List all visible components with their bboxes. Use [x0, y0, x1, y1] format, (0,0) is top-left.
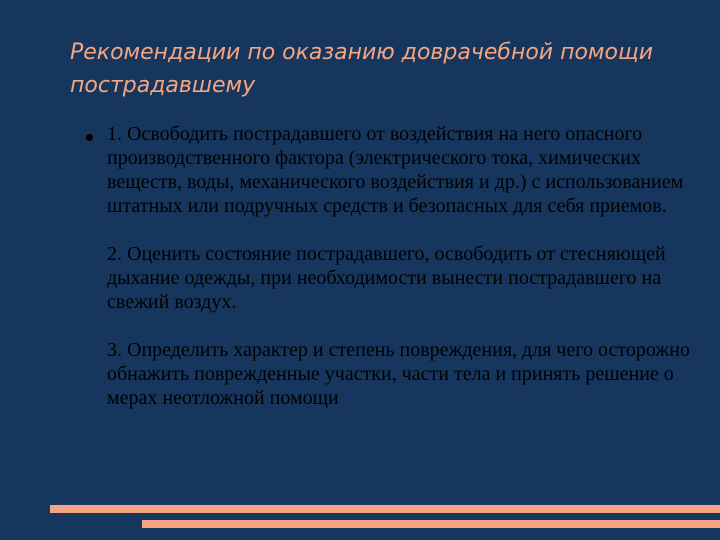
bullet-icon [86, 134, 93, 141]
paragraph-step-2: 2. Оценить состояние пострадавшего, освободить от стесняющей дыхание одежды, при необходимости вынести пострадавшего на свежий воздух. [107, 243, 666, 313]
accent-bar-bottom [142, 520, 720, 528]
paragraph-step-1: 1. Освободить пострадавшего от воздействия на него опасного производственного фактора (электрического тока, химических веществ, воды, механического воздействия и др.) с использованием штатных или подручных средств и безопасных для себя приемов. [107, 123, 684, 217]
slide-title: Рекомендации по оказанию доврачебной помощи пострадавшему [70, 40, 653, 98]
accent-bar-top [50, 505, 720, 513]
slide-body [107, 122, 692, 434]
paragraph-step-3: 3. Определить характер и степень повреждения, для чего осторожно обнажить поврежденные участки, части тела и принять решение о мерах неотложной помощи [107, 339, 690, 409]
